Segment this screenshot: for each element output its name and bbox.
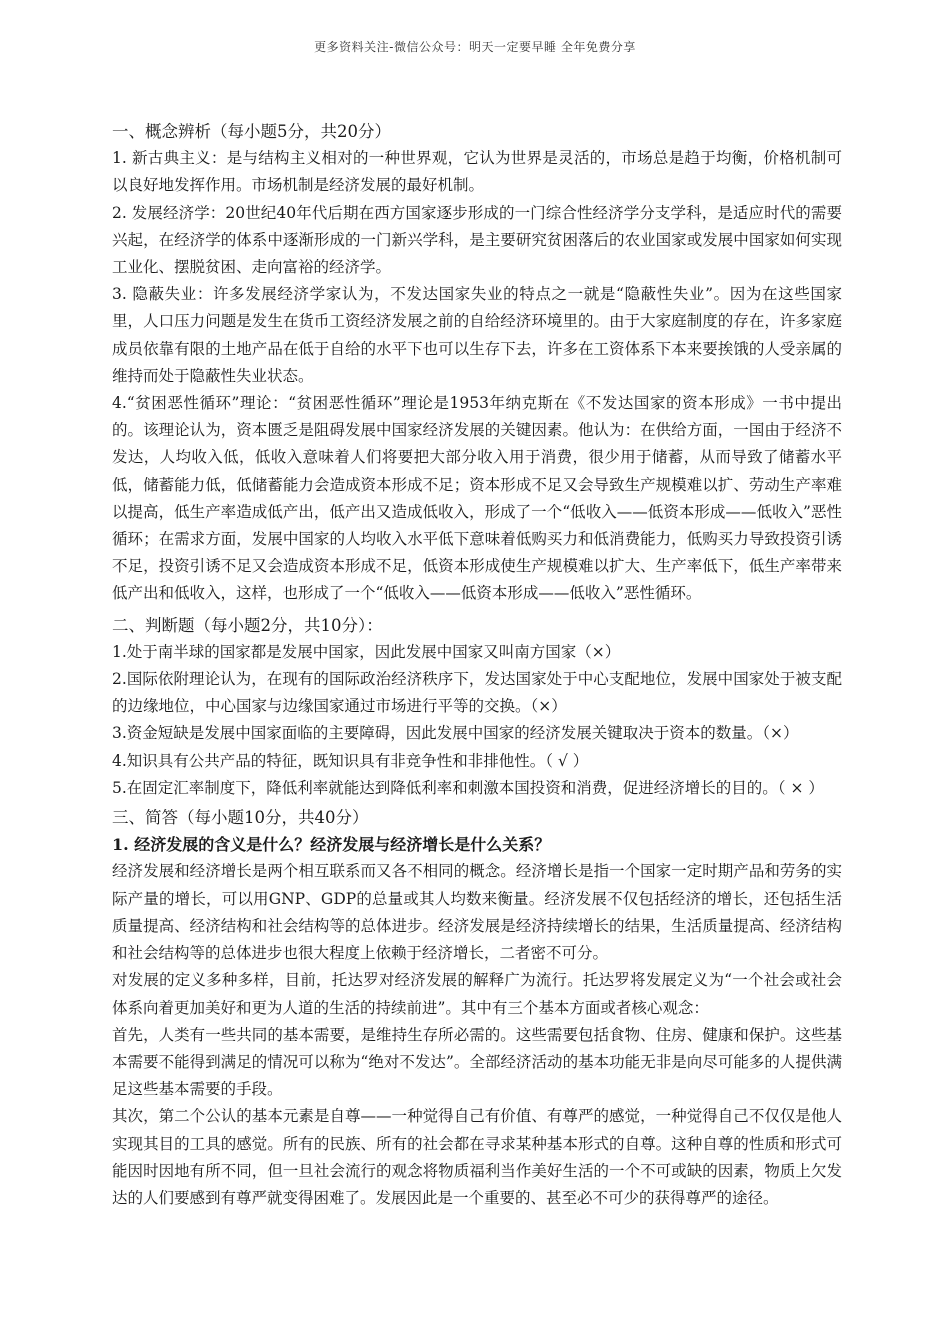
section-2-item: 1.处于南半球的国家都是发展中国家，因此发展中国家又叫南方国家（×） [112,642,621,661]
question-1-title: 1. 经济发展的含义是什么？经济发展与经济增长是什么关系？ [112,835,551,855]
section-2-item: 2.国际依附理论认为，在现有的国际政治经济秩序下，发达国家处于中心支配地位，发展中国家处于被支配的边缘地位，中心国家与边缘国家通过市场进行平等的交换。（×） [112,670,842,716]
section-1-item: 1. 新古典主义：是与结构主义相对的一种世界观，它认为世界是灵活的，市场总是趋于均衡，价格机制可以良好地发挥作用。市场机制是经济发展的最好机制。 [112,149,842,195]
section-1-title: 一、概念辨析（每小题5分，共20分） [112,122,391,141]
section-3-title: 三、简答（每小题10分，共40分） [112,808,369,828]
section-2-item: 5.在固定汇率制度下，降低利率就能达到降低利率和刺激本国投资和消费，促进经济增长的目的。（ × ） [112,778,824,797]
document-body [112,118,842,1212]
section-1-item: 4.“贫困恶性循环”理论：“贫困恶性循环”理论是1953年纳克斯在《不发达国家的资本形成》一书中提出的。该理论认为，资本匮乏是阻碍发展中国家经济发展的关键因素。他认为：在供给方面，一国由于经济不发达，人均收入低，低收入意味着人们将要把大部分收入用于消费，很少用于储蓄，从而导致了储蓄水平低，储蓄能力低，低储蓄能力会造成资本形成不足；资本形成不足又会导致生产规模难以扩、劳动生产率难以提高，低生产率造成低产出，低产出又造成低收入，形成了一个“低收入——低资本形成——低收入”恶性循环；在需求方面，发展中国家的人均收入水平低下意味着低购买力和低消费能力，低购买力导致投资引诱不足，投资引诱不足又会造成资本形成不足，低资本形成使生产规模难以扩大、生产率低下，低生产率带来低产出和低收入，这样，也形成了一个“低收入——低资本形成——低收入”恶性循环。 [112,394,842,603]
answer-paragraph: 对发展的定义多种多样，目前，托达罗对经济发展的解释广为流行。托达罗将发展定义为“一个社会或社会体系向着更加美好和更为人道的生活的持续前进”。其中有三个基本方面或者核心观念： [112,971,842,1017]
page-header-note: 更多资料关注-微信公众号：明天一定要早睡 全年免费分享 [314,40,636,54]
section-2-title: 二、判断题（每小题2分，共10分）： [112,615,383,635]
section-1-item: 2. 发展经济学：20世纪40年代后期在西方国家逐步形成的一门综合性经济学分支学科，是适应时代的需要兴起，在经济学的体系中逐渐形成的一门新兴学科，是主要研究贫困落后的农业国家或发展中国家如何实现工业化、摆脱贫困、走向富裕的经济学。 [112,203,842,277]
answer-paragraph: 首先，人类有一些共同的基本需要，是维持生存所必需的。这些需要包括食物、住房、健康和保护。这些基本需要不能得到满足的情况可以称为“绝对不发达”。全部经济活动的基本功能无非是向尽可能多的人提供满足这些基本需要的手段。 [112,1025,842,1099]
section-2-item: 4.知识具有公共产品的特征，既知识具有非竞争性和非排他性。（ √ ） [112,751,589,770]
section-1-item: 3. 隐蔽失业：许多发展经济学家认为，不发达国家失业的特点之一就是“隐蔽性失业”。因为在这些国家里，人口压力问题是发生在货币工资经济发展之前的自给经济环境里的。由于大家庭制度的存在，许多家庭成员依靠有限的土地产品在低于自给的水平下也可以生存下去，许多在工资体系下本来要挨饿的人受亲属的维持而处于隐蔽性失业状态。 [112,285,842,385]
answer-paragraph: 其次，第二个公认的基本元素是自尊——一种觉得自己有价值、有尊严的感觉，一种觉得自己不仅仅是他人实现其目的工具的感觉。所有的民族、所有的社会都在寻求某种基本形式的自尊。这种自尊的性质和形式可能因时因地有所不同，但一旦社会流行的观念将物质福利当作美好生活的一个不可或缺的因素，物质上欠发达的人们要感到有尊严就变得困难了。发展因此是一个重要的、甚至必不可少的获得尊严的途径。 [112,1107,842,1207]
answer-paragraph: 经济发展和经济增长是两个相互联系而又各不相同的概念。经济增长是指一个国家一定时期产品和劳务的实际产量的增长，可以用GNP、GDP的总量或其人均数来衡量。经济发展不仅包括经济的增长，还包括生活质量提高、经济结构和社会结构等的总体进步。经济发展是经济持续增长的结果，生活质量提高、经济结构和社会结构等的总体进步也很大程度上依赖于经济增长，二者密不可分。 [112,862,842,963]
section-2-item: 3.资金短缺是发展中国家面临的主要障碍，因此发展中国家的经济发展关键取决于资本的数量。（×） [112,724,799,743]
